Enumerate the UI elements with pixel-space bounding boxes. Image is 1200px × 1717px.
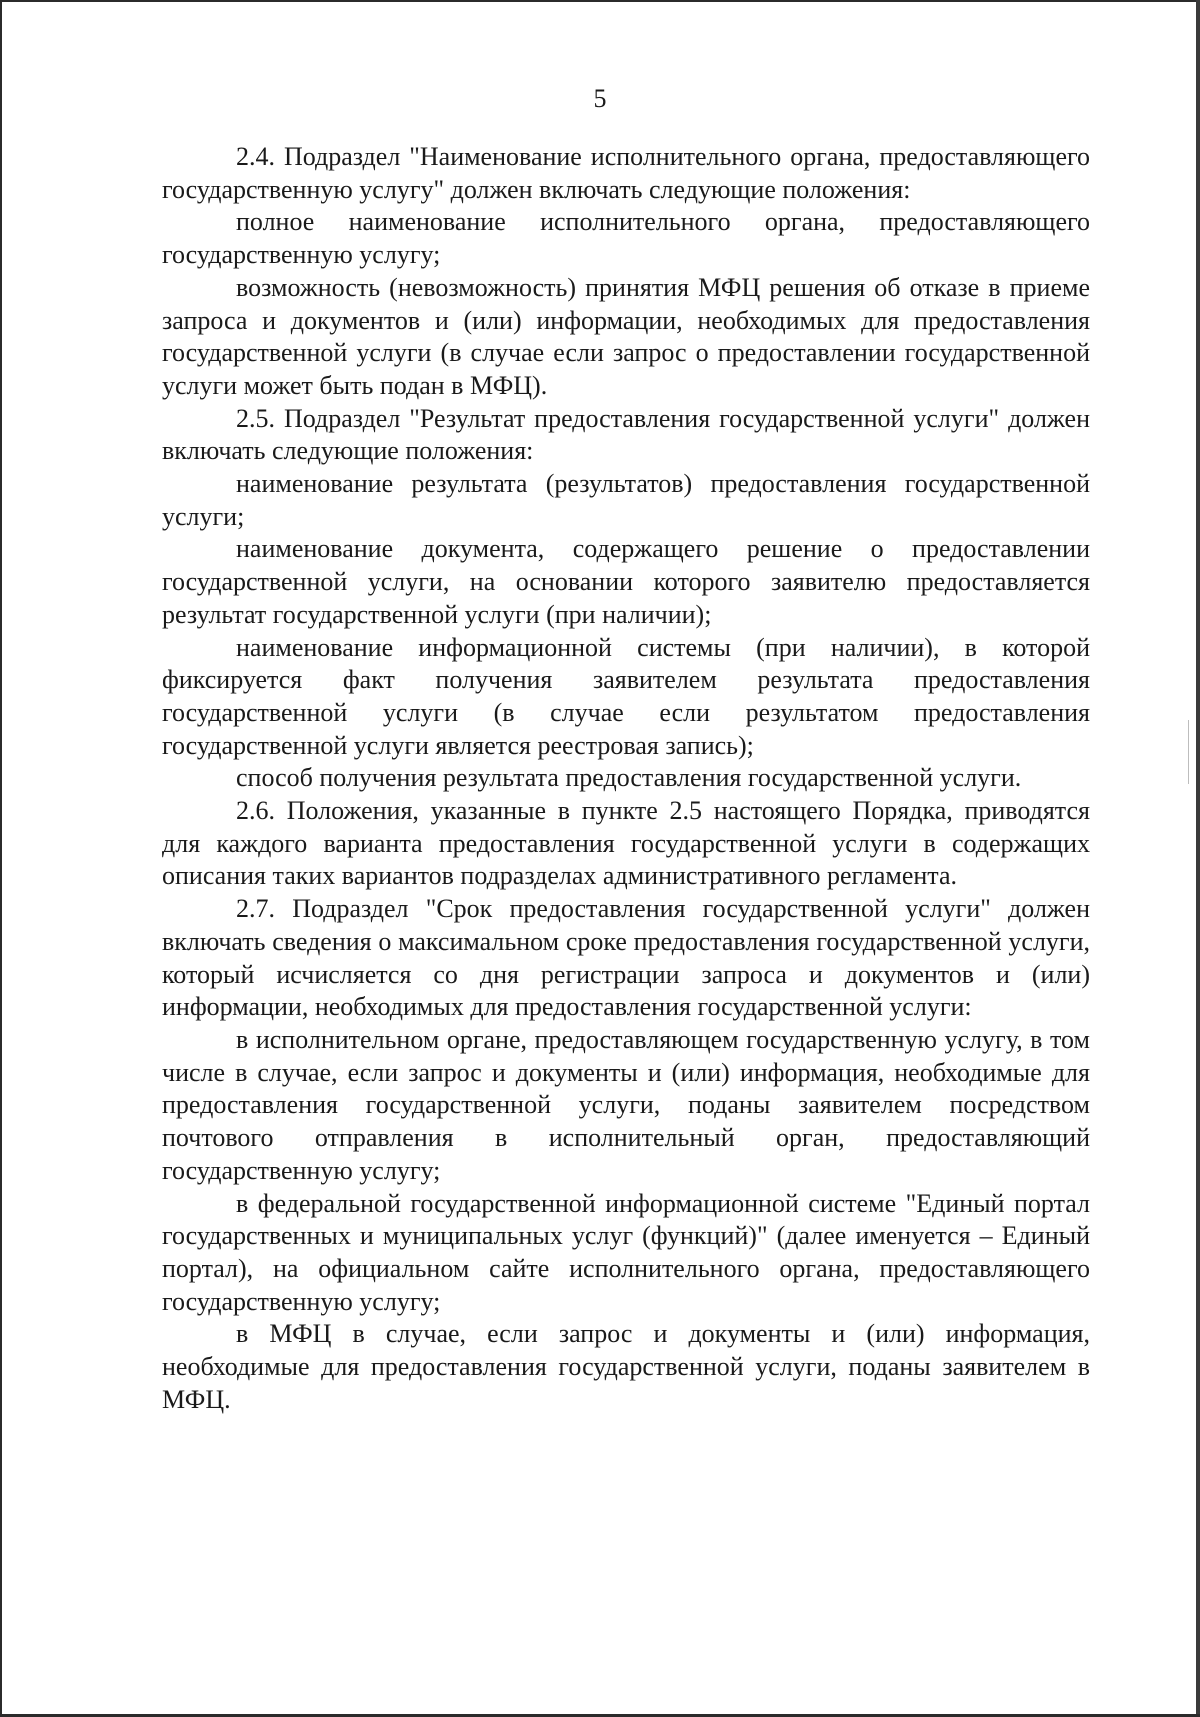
paragraph-item: в исполнительном органе, предоставляющем государственную услугу, в том числе в случае, если запрос и документы и (или) информация, необходимые для предоставления государственной услуги, поданы заявителем посредством почтового отправления в исполнительный орган, предоставляющий государственную услугу; <box>162 1024 1090 1185</box>
document-body <box>162 141 1090 1416</box>
paragraph-item: полное наименование исполнительного органа, предоставляющего государственную услугу; <box>162 207 1090 270</box>
scan-border-right <box>1196 0 1200 1717</box>
paragraph-2-6: 2.6. Положения, указанные в пункте 2.5 настоящего Порядка, приводятся для каждого варианта предоставления государственной услуги в содержащих описания таких вариантов подразделах административного регламента. <box>162 796 1090 891</box>
paragraph-item: наименование информационной системы (при наличии), в которой фиксируется факт получения заявителем результата предоставления государственной услуги (в случае если результатом предоставления государственной услуги является реестровая запись); <box>162 632 1090 760</box>
paragraph-item: возможность (невозможность) принятия МФЦ решения об отказе в приеме запроса и документов и (или) информации, необходимых для предоставления государственной услуги (в случае если запрос о предоставлении государственной услуги может быть подан в МФЦ). <box>162 272 1090 400</box>
paragraph-2-4: 2.4. Подраздел "Наименование исполнительного органа, предоставляющего государственную услугу" должен включать следующие положения: <box>162 142 1090 204</box>
scan-margin-mark <box>1188 720 1189 784</box>
paragraph-item: способ получения результата предоставления государственной услуги. <box>236 763 1022 793</box>
paragraph-item: в федеральной государственной информационной системе "Единый портал государственных и муниципальных услуг (функций)" (далее именуется – Единый портал), на официальном сайте исполнительного органа, предоставляющего государственную услугу; <box>162 1188 1090 1316</box>
scan-border-left <box>0 0 2 1717</box>
paragraph-item: в МФЦ в случае, если запрос и документы и (или) информация, необходимые для предоставления государственной услуги, поданы заявителем в МФЦ. <box>162 1319 1090 1414</box>
paragraph-2-7: 2.7. Подраздел "Срок предоставления государственной услуги" должен включать сведения о максимальном сроке предоставления государственной услуги, который исчисляется со дня регистрации запроса и документов и (или) информации, необходимых для предоставления государственной услуги: <box>162 894 1090 1022</box>
paragraph-item: наименование результата (результатов) предоставления государственной услуги; <box>162 469 1090 531</box>
scan-border-top <box>0 0 1200 2</box>
paragraph-item: наименование документа, содержащего решение о предоставлении государственной услуги, на основании которого заявителю предоставляется результат государственной услуги (при наличии); <box>162 534 1090 629</box>
page-number: 5 <box>593 84 607 113</box>
paragraph-2-5: 2.5. Подраздел "Результат предоставления государственной услуги" должен включать следующие положения: <box>162 403 1090 466</box>
